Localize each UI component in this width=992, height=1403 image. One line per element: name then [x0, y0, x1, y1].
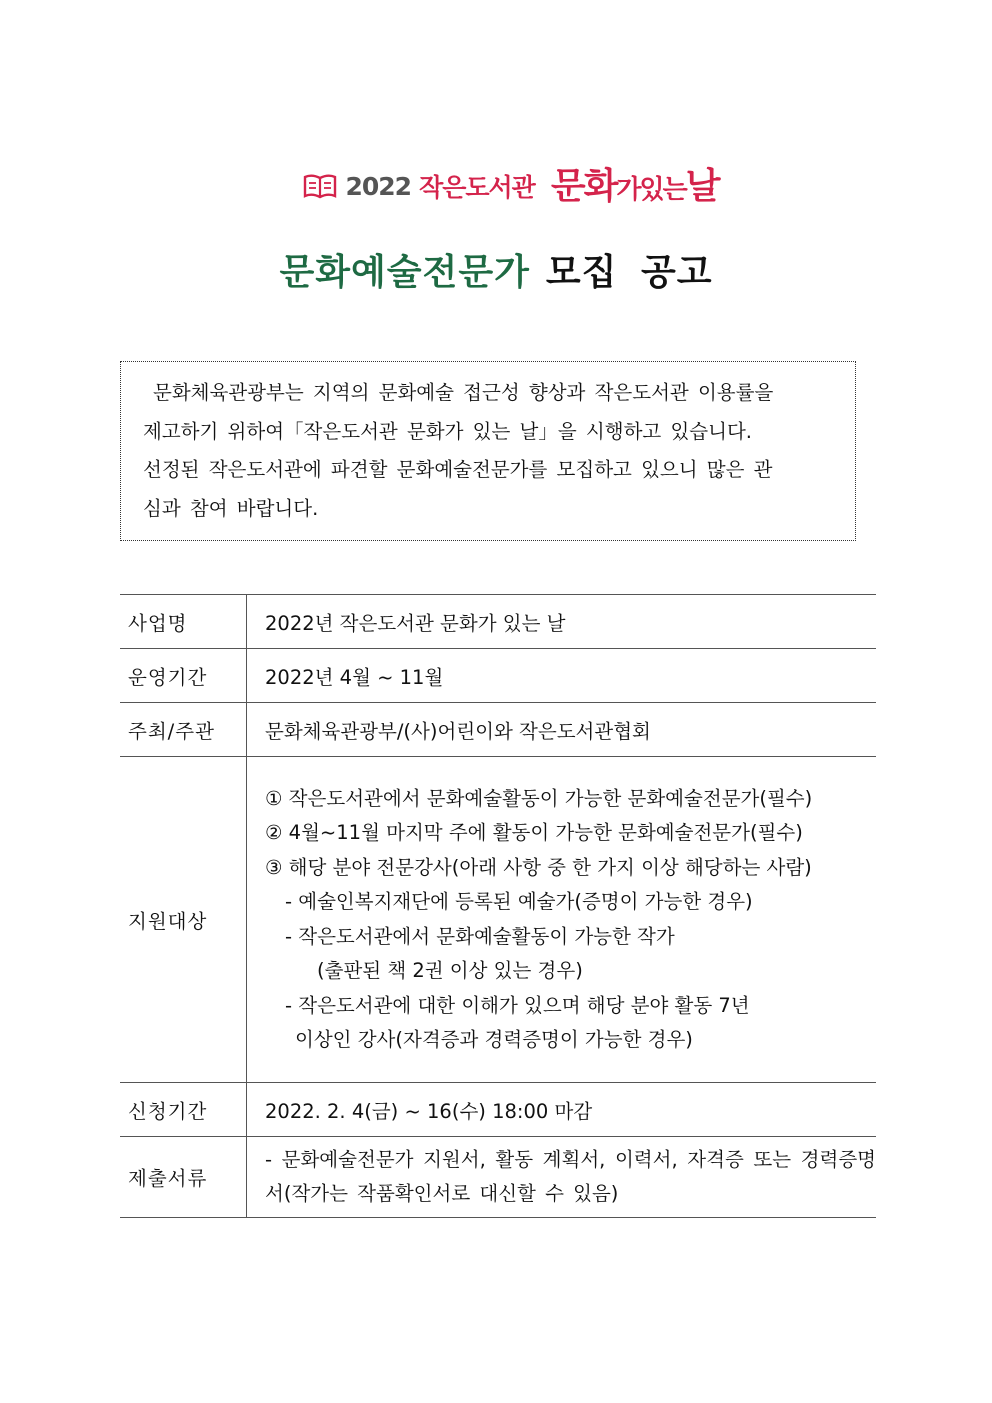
- intro-box: [120, 361, 856, 541]
- logo-script-a: 문화: [550, 165, 617, 207]
- apply-label: 신청기간: [120, 1083, 247, 1137]
- logo-year: 2022: [345, 171, 412, 201]
- page-title: [0, 244, 992, 295]
- docs-value: - 문화예술전문가 지원서, 활동 계획서, 이력서, 자격증 또는 경력증명서(작가는 작품확인서로 대신할 수 있음): [247, 1137, 877, 1218]
- docs-label: 제출서류: [120, 1137, 247, 1218]
- intro-line-1: 문화체육관광부는 지역의 문화예술 접근성 향상과 작은도서관 이용률을: [153, 381, 774, 404]
- intro-line-4: 심과 참여 바랍니다.: [143, 496, 319, 520]
- target-value: [247, 757, 877, 1083]
- info-table: [120, 594, 876, 1218]
- table-row: [120, 1083, 876, 1137]
- target-line-6: (출판된 책 2권 이상 있는 경우): [317, 959, 583, 982]
- logo-script-c: 날: [685, 165, 719, 207]
- table-row: [120, 649, 876, 703]
- target-line-3: ③ 해당 분야 전문강사(아래 사항 중 한 가지 이상 해당하는 사람): [265, 855, 812, 879]
- target-line-5: - 작은도서관에서 문화예술활동이 가능한 작가: [285, 924, 675, 948]
- book-icon: [303, 173, 337, 199]
- title-green: 문화예술전문가: [279, 252, 530, 293]
- host-label: 주최/주관: [120, 703, 247, 757]
- host-value: 문화체육관광부/(사)어린이와 작은도서관협회: [247, 703, 877, 757]
- table-row: [120, 703, 876, 757]
- logo-script-b: 가있는: [616, 175, 686, 205]
- target-line-8: 이상인 강사(자격증과 경력증명이 가능한 경우): [295, 1028, 693, 1051]
- target-line-4: - 예술인복지재단에 등록된 예술가(증명이 가능한 경우): [285, 890, 753, 913]
- target-line-2: ② 4월~11월 마지막 주에 활동이 가능한 문화예술전문가(필수): [265, 821, 803, 844]
- intro-line-2: 제고하기 위하여「작은도서관 문화가 있는 날」을 시행하고 있습니다.: [143, 419, 752, 443]
- target-line-7: - 작은도서관에 대한 이해가 있으며 해당 분야 활동 7년: [285, 993, 750, 1017]
- logo-script: [550, 165, 719, 207]
- title-black: 모집 공고: [545, 252, 713, 293]
- target-label: 지원대상: [120, 757, 247, 1083]
- target-line-1: ① 작은도서관에서 문화예술활동이 가능한 문화예술전문가(필수): [265, 786, 813, 810]
- apply-value: 2022. 2. 4(금) ~ 16(수) 18:00 마감: [247, 1083, 877, 1137]
- period-label: 운영기간: [120, 649, 247, 703]
- project-label: 사업명: [120, 595, 247, 649]
- period-value: 2022년 4월 ~ 11월: [247, 649, 877, 703]
- table-row: [120, 1137, 876, 1218]
- table-row: [120, 595, 876, 649]
- intro-line-3: 선정된 작은도서관에 파견할 문화예술전문가를 모집하고 있으니 많은 관: [143, 458, 773, 481]
- event-logo: [0, 165, 992, 207]
- table-row: [120, 757, 876, 1083]
- logo-library: 작은도서관: [419, 173, 535, 202]
- project-value: 2022년 작은도서관 문화가 있는 날: [247, 595, 877, 649]
